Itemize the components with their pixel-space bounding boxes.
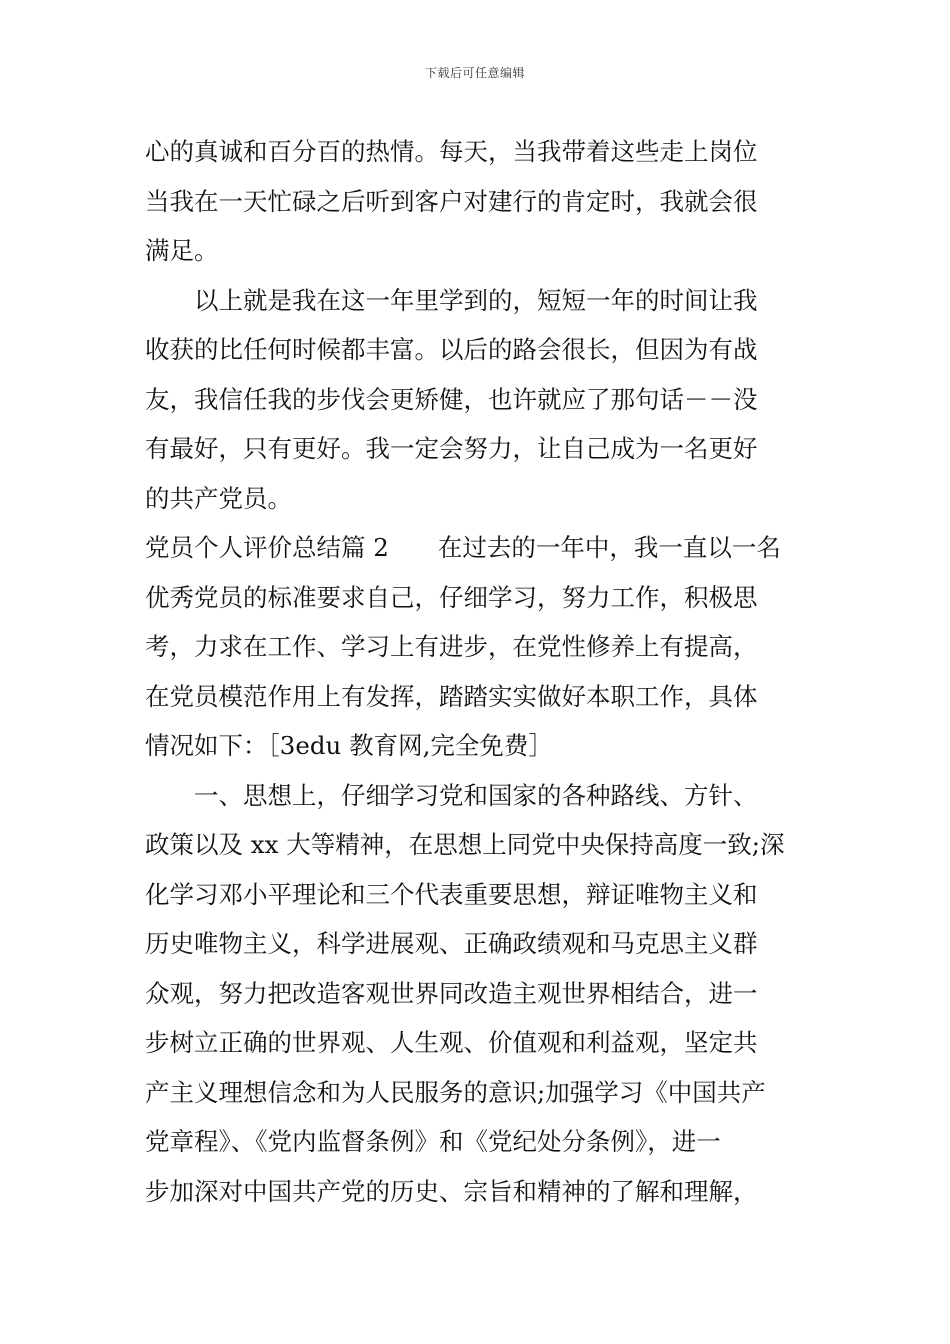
text-line: 步树立正确的世界观、人生观、价值观和利益观，坚定共 [145, 1028, 758, 1057]
document-body [145, 127, 807, 1216]
text-line: 考，力求在工作、学习上有进步，在党性修养上有提高， [145, 632, 758, 661]
text-line: 优秀党员的标准要求自己，仔细学习，努力工作，积极思 [145, 582, 758, 612]
text-line: 在党员模范作用上有发挥，踏踏实实做好本职工作，具体 [145, 681, 758, 711]
text-line: 步加深对中国共产党的历史、宗旨和精神的了解和理解， [145, 1176, 758, 1206]
text-line: 众观，努力把改造客观世界同改造主观世界相结合，进一 [145, 978, 758, 1008]
text-line: 产主义理想信念和为人民服务的意识;加强学习《中国共产 [145, 1077, 766, 1107]
text-line: 化学习邓小平理论和三个代表重要思想，辩证唯物主义和 [145, 879, 758, 909]
text-line: 政策以及 xx 大等精神，在思想上同党中央保持高度一致;深 [145, 830, 785, 859]
text-line: 友，我信任我的步伐会更矫健，也许就应了那句话－－没 [145, 384, 758, 414]
text-line: 心的真诚和百分百的热情。每天，当我带着这些走上岗位 [145, 137, 758, 166]
paragraph-start-line: 一、思想上，仔细学习党和国家的各种路线、方针、 [194, 780, 758, 810]
text-line: 有最好，只有更好。我一定会努力，让自己成为一名更好 [145, 434, 758, 463]
text-line: 满足。 [145, 236, 219, 265]
text-line: 收获的比任何时候都丰富。以后的路会很长，但因为有战 [145, 335, 758, 364]
text-line: 当我在一天忙碌之后听到客户对建行的肯定时，我就会很 [145, 186, 758, 216]
paragraph-start-line: 以上就是我在这一年里学到的，短短一年的时间让我 [194, 285, 758, 315]
text-line: 历史唯物主义，科学进展观、正确政绩观和马克思主义群 [145, 929, 758, 958]
section-heading-line: 党员个人评价总结篇 2 在过去的一年中，我一直以一名 [145, 533, 781, 562]
text-line: 情况如下：［3edu 教育网,完全免费］ [145, 731, 553, 760]
page-header: 下载后可任意编辑 [424, 66, 525, 80]
text-line: 党章程》、《党内监督条例》和《党纪处分条例》，进一 [145, 1127, 721, 1156]
text-line: 的共产党员。 [145, 483, 292, 513]
